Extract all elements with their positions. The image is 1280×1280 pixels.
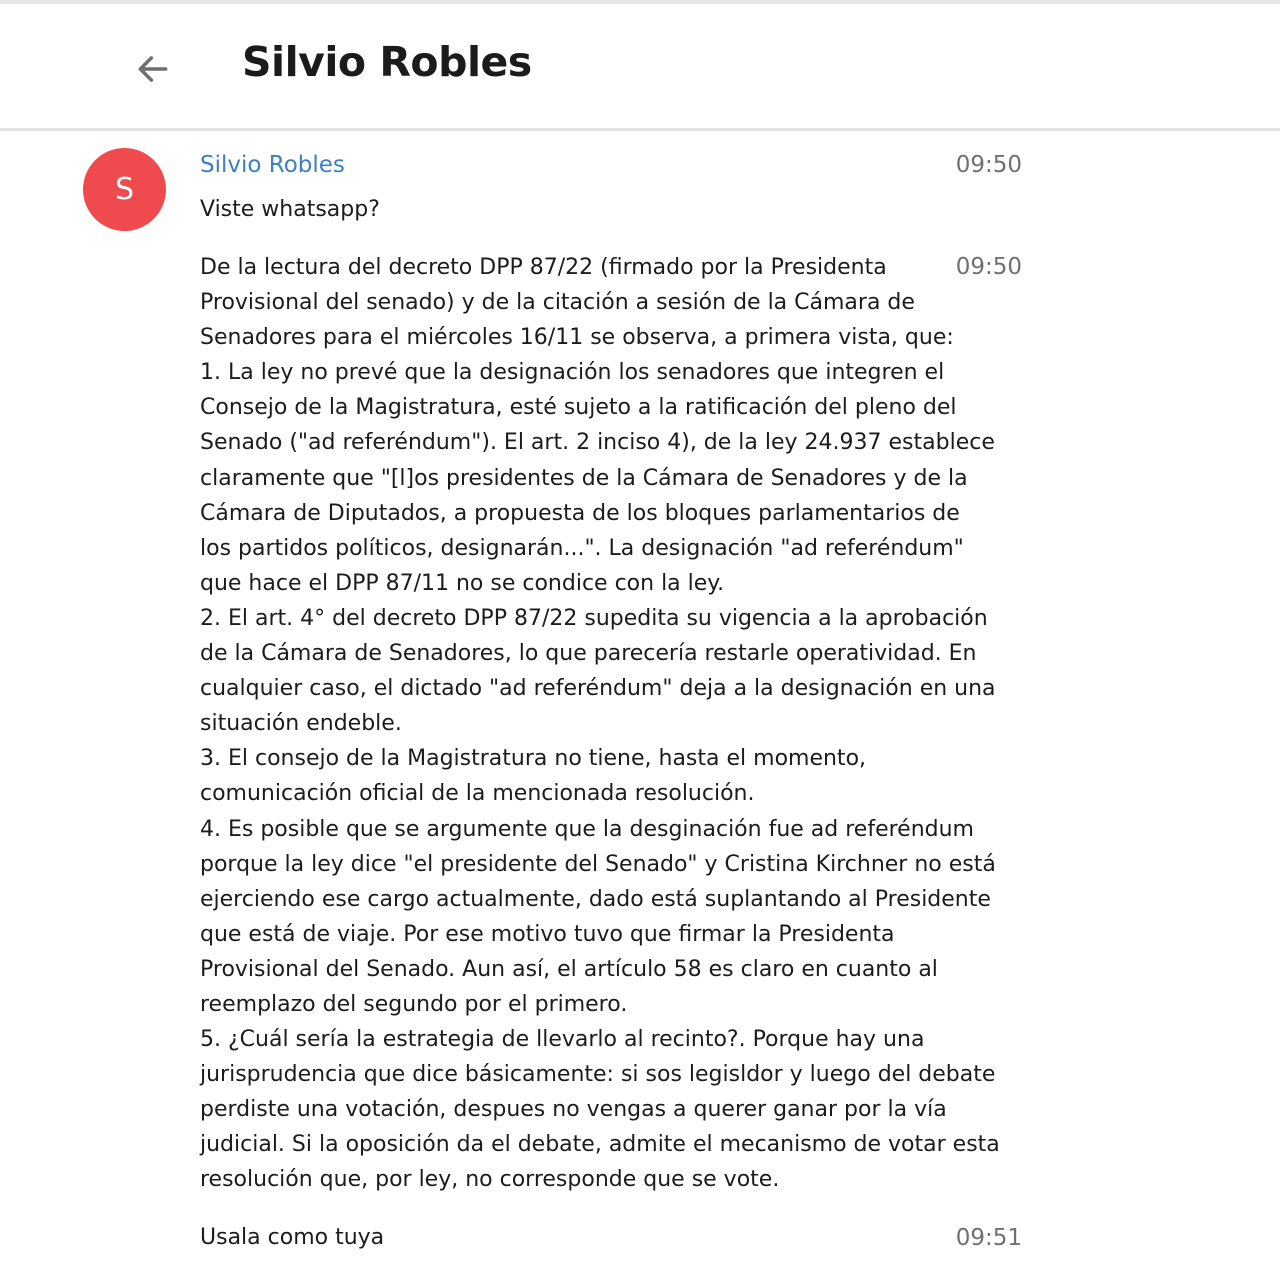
message-time: 09:50	[955, 254, 1022, 280]
message-text: Usala como tuya	[200, 1225, 385, 1250]
arrow-left-icon	[134, 50, 172, 88]
message-line: 2. El art. 4° del decreto DPP 87/22 supedita su vigencia a la aprobación	[200, 605, 988, 631]
message-line: De la lectura del decreto DPP 87/22 (firmado por la Presidenta	[200, 255, 887, 280]
message-line: jurisprudencia que dice básicamente: si sos legisldor y luego del debate	[200, 1062, 996, 1088]
message-time: 09:51	[955, 1225, 1022, 1251]
message-line: 1. La ley no prevé que la designación los senadores que integren el	[200, 360, 945, 386]
back-button[interactable]	[128, 44, 178, 94]
message-text: Viste whatsapp?	[200, 197, 380, 222]
chat-title: Silvio Robles	[242, 38, 532, 86]
message-line: judicial. Si la oposición da el debate, admite el mecanismo de votar esta	[200, 1132, 1000, 1158]
message-line: Provisional del senado) y de la citación a sesión de la Cámara de	[200, 290, 915, 316]
message-line: Senadores para el miércoles 16/11 se observa, a primera vista, que:	[200, 325, 954, 351]
message-line: Cámara de Diputados, a propuesta de los bloques parlamentarios de	[200, 500, 960, 526]
sender-name[interactable]: Silvio Robles	[200, 152, 345, 178]
message-line: de la Cámara de Senadores, lo que parecería restarle operatividad. En	[200, 641, 977, 667]
message-line: resolución que, por ley, no corresponde que se vote.	[200, 1167, 780, 1193]
message-line: situación endeble.	[200, 711, 402, 737]
message-line: reemplazo del segundo por el primero.	[200, 991, 628, 1017]
message-line: comunicación oficial de la mencionada resolución.	[200, 781, 755, 807]
message-line: Consejo de la Magistratura, esté sujeto a la ratificación del pleno del	[200, 395, 957, 421]
message-line: 4. Es posible que se argumente que la desginación fue ad referéndum	[200, 816, 974, 842]
message-line: que hace el DPP 87/11 no se condice con la ley.	[200, 570, 725, 596]
message-line: que está de viaje. Por ese motivo tuvo que firmar la Presidenta	[200, 921, 895, 947]
message-line: cualquier caso, el dictado "ad referéndum" deja a la designación en una	[200, 676, 996, 702]
message-line: perdiste una votación, despues no vengas a querer ganar por la vía	[200, 1097, 947, 1123]
message-line: claramente que "[l]os presidentes de la Cámara de Senadores y de la	[200, 465, 968, 491]
message-line: ejerciendo ese cargo actualmente, dado está suplantando al Presidente	[200, 886, 991, 912]
message-line: 3. El consejo de la Magistratura no tiene, hasta el momento,	[200, 746, 867, 772]
message-text-block	[200, 250, 1030, 1198]
avatar[interactable]: S	[83, 148, 166, 231]
message-time: 09:50	[955, 152, 1022, 178]
chat-header	[0, 4, 1280, 131]
message-line: Senado ("ad referéndum"). El art. 2 inciso 4), de la ley 24.937 establece	[200, 430, 995, 456]
message-line: los partidos políticos, designarán...". La designación "ad referéndum"	[200, 535, 964, 561]
message-line: Provisional del Senado. Aun así, el artículo 58 es claro en cuanto al	[200, 956, 938, 982]
message-line: 5. ¿Cuál sería la estrategia de llevarlo al recinto?. Porque hay una	[200, 1027, 925, 1053]
message-line: porque la ley dice "el presidente del Senado" y Cristina Kirchner no está	[200, 851, 996, 877]
